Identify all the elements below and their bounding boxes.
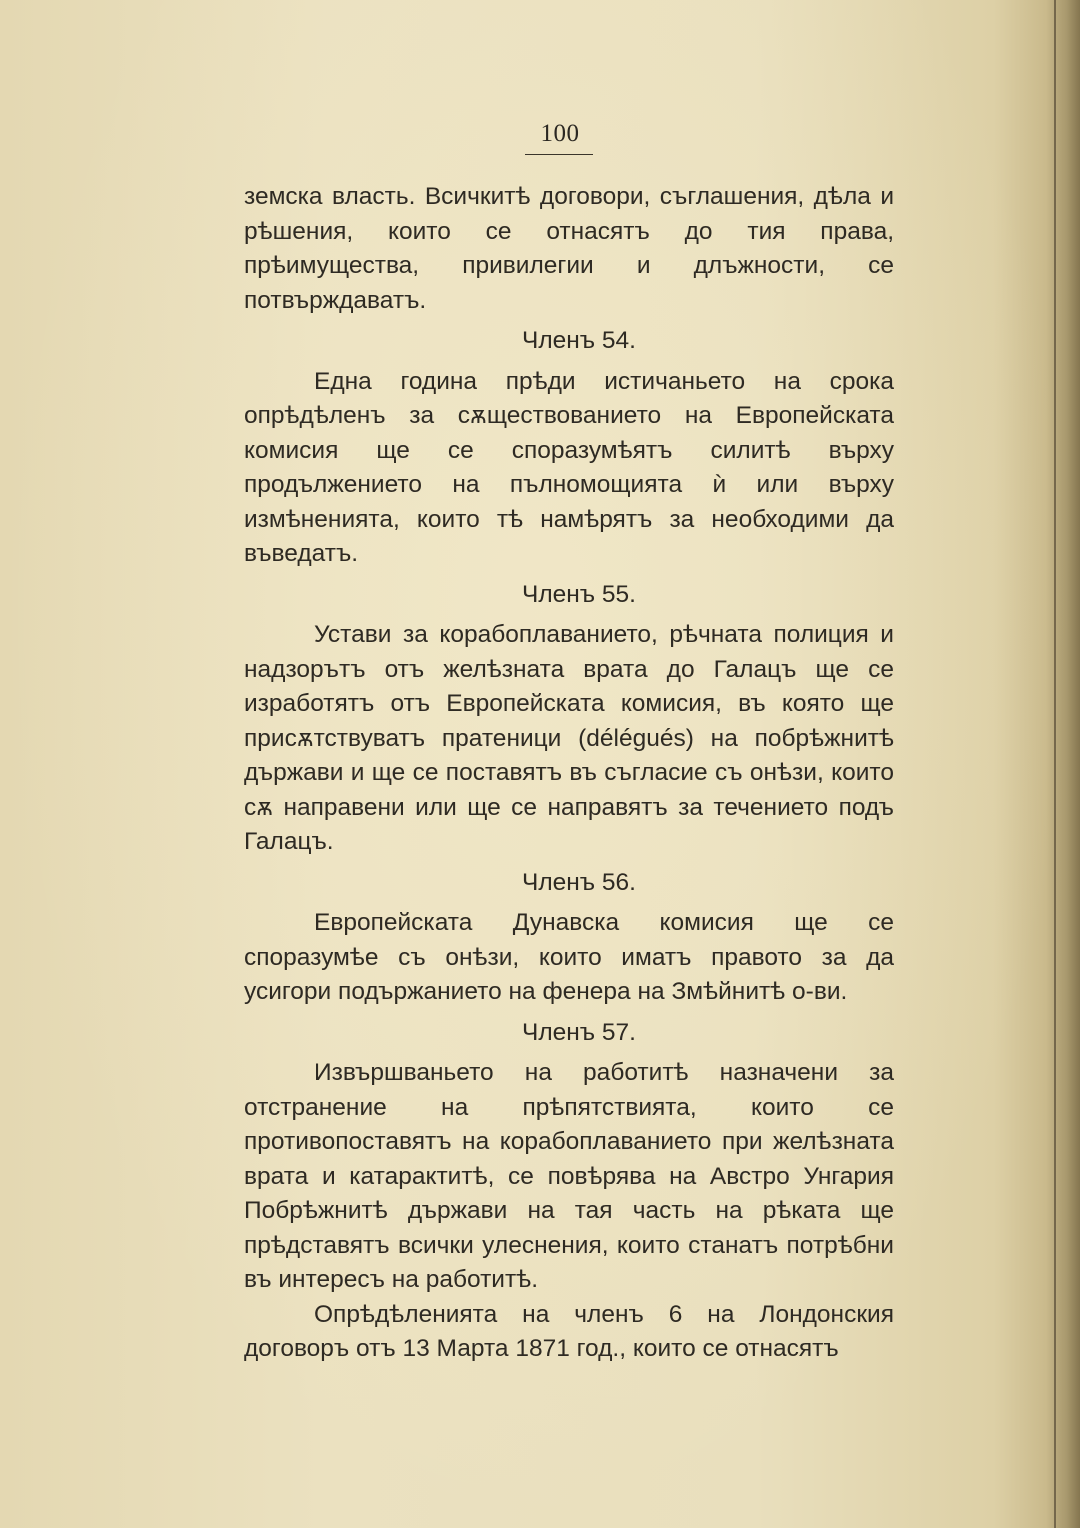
paragraph-continuation: земска власть. Всичкитѣ договори, съглашения, дѣла и рѣшения, които се отнасятъ до тия права, прѣимущества, привилегии и длъжности, се потвърждаватъ. [244, 183, 894, 314]
page-number-rule [525, 154, 593, 155]
article-55-heading: Членъ 55. [522, 580, 636, 608]
article-55-paragraph: Устави за корабоплаванието, рѣчната полиция и надзорътъ отъ желѣзната врата до Галацъ ще се изработятъ отъ Европейската комисия, въ която ще присѫтствуватъ пратеници (délégués) на побрѣжнитѣ държави и ще се поставятъ въ съгласие съ онѣзи, които сѫ направени или ще се направятъ за течението подъ Галацъ. [244, 621, 894, 855]
article-57-paragraph: Извършваньето на работитѣ назначени за отстранение на прѣпятствията, които се противопоставятъ на корабоплаванието при желѣзната врата и катарактитѣ, се повѣрява на Австро Унгария Побрѣжнитѣ държави на тая часть на рѣката ще прѣдставятъ всички улеснения, които станатъ потрѣбни въ интересъ на работитѣ. [244, 1059, 894, 1293]
page-number: 100 [540, 120, 580, 147]
page-binding-shadow [1046, 0, 1080, 1528]
page-binding-edge [1054, 0, 1056, 1528]
article-56-paragraph: Европейската Дунавска комисия ще се споразумѣе съ онѣзи, които иматъ правото за да усигори подържанието на фенера на Змѣйнитѣ о-ви. [244, 909, 894, 1005]
page-text [244, 180, 894, 1367]
article-57-paragraph-2: Опрѣдѣленията на членъ 6 на Лондонския договоръ отъ 13 Марта 1871 год., които се отнасятъ [244, 1300, 894, 1362]
article-56-heading: Членъ 56. [522, 868, 636, 896]
article-54-heading: Членъ 54. [522, 327, 636, 354]
article-57-heading: Членъ 57. [522, 1018, 636, 1046]
article-54-paragraph: Една година прѣди истичаньето на срока опрѣдѣленъ за сѫществованието на Европейската комисия ще се споразумѣятъ силитѣ върху продължението на пълномощията ѝ или върху измѣненията, които тѣ намѣрятъ за необходими да въведатъ. [244, 367, 894, 567]
